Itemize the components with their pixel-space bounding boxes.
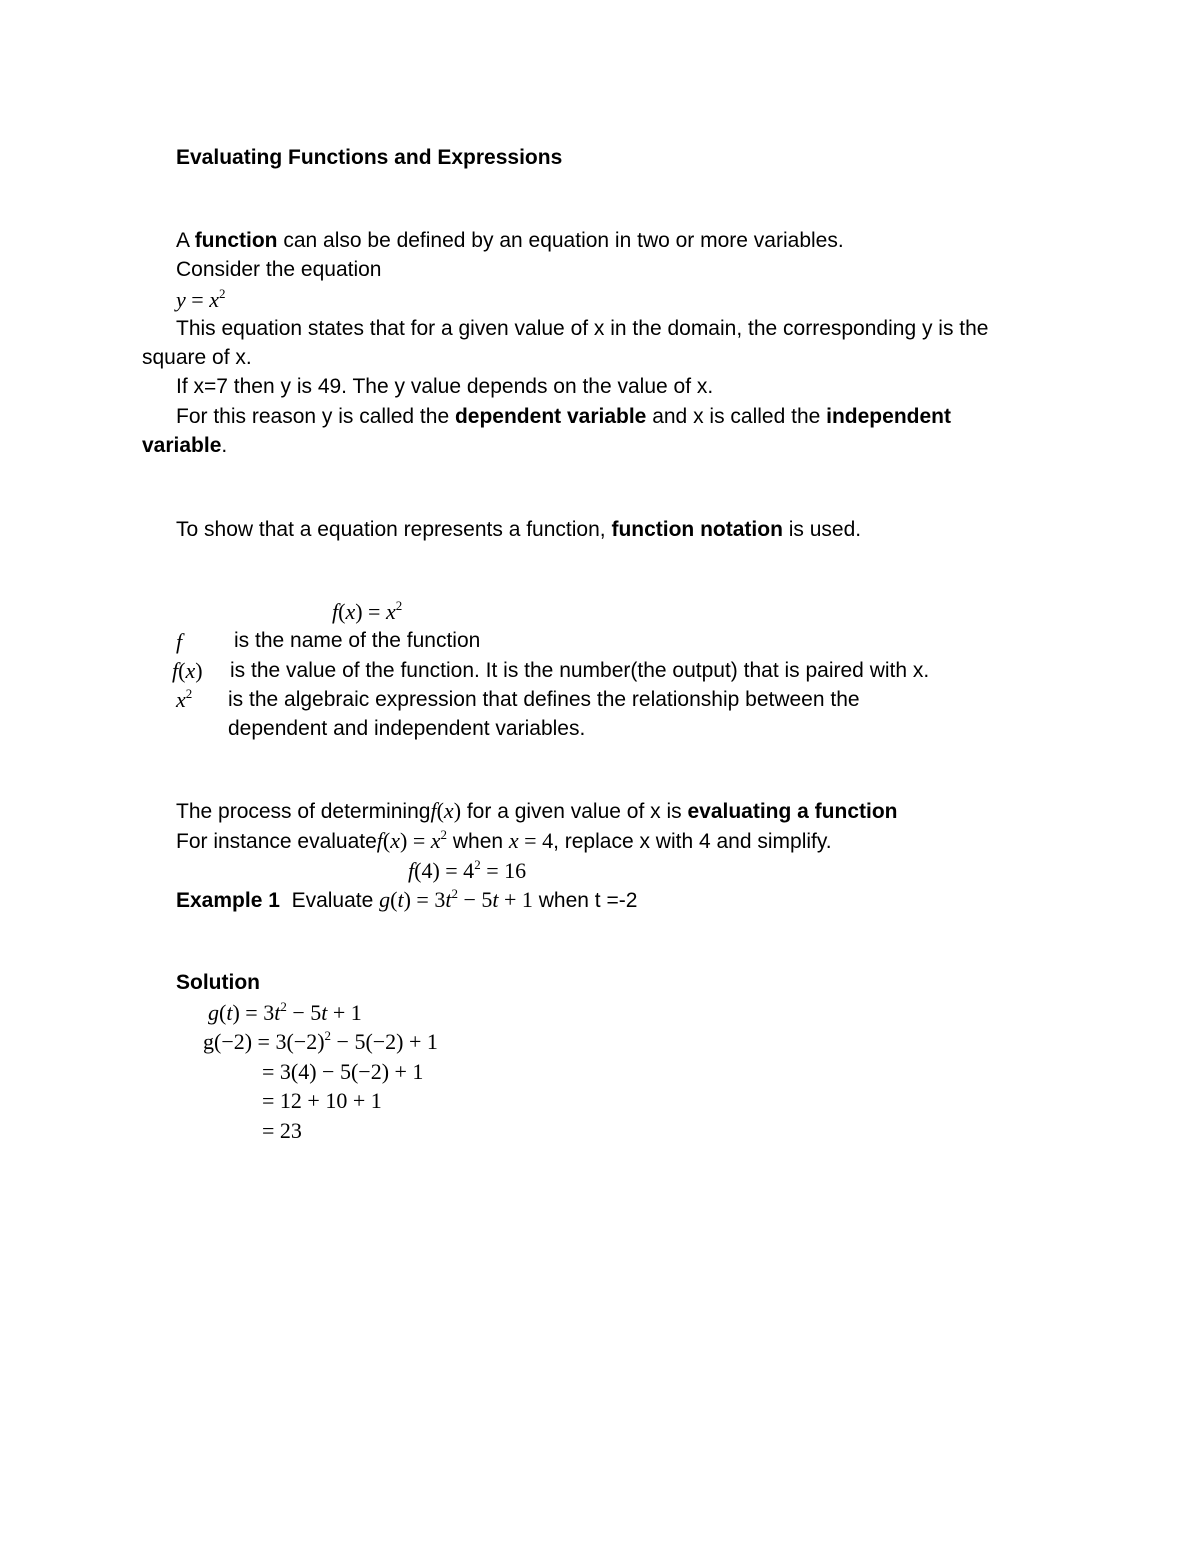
inline-math: $f(x) = x^2$ bbox=[376, 827, 448, 853]
notation-row-3-text-line-2: dependent and independent variables. bbox=[228, 717, 586, 740]
math-text: + 1 bbox=[498, 887, 533, 912]
math-exponent: 2 bbox=[185, 686, 193, 701]
math-var: f bbox=[172, 658, 179, 683]
math-var: x bbox=[345, 599, 356, 624]
intro-paragraph-5-line-1 bbox=[176, 402, 951, 432]
text: when bbox=[447, 830, 509, 853]
math-var: y bbox=[176, 287, 186, 312]
math-var: f bbox=[376, 828, 383, 853]
text: A bbox=[176, 229, 195, 252]
text: . bbox=[221, 434, 228, 457]
math-var: f bbox=[430, 798, 437, 823]
math-exponent: 2 bbox=[324, 1028, 332, 1043]
notation-row-2-text: is the value of the function. It is the number(the output) that is paired with x. bbox=[230, 659, 930, 682]
math-var: t bbox=[445, 887, 452, 912]
math-var: g bbox=[208, 1000, 219, 1025]
text: and x is called the bbox=[646, 405, 827, 428]
bold-term: variable bbox=[142, 434, 222, 457]
text: can also be defined by an equation in two or more variables. bbox=[277, 229, 844, 252]
math-exponent: 2 bbox=[440, 827, 448, 842]
math-text: + 1 bbox=[327, 1000, 362, 1025]
solution-line-3: = 3(4) − 5(−2) + 1 bbox=[262, 1059, 424, 1084]
result-f-of-4 bbox=[408, 856, 526, 886]
text: when t =-2 bbox=[532, 889, 638, 912]
example-1 bbox=[176, 885, 637, 916]
page-title: Evaluating Functions and Expressions bbox=[176, 146, 563, 169]
bold-term: function notation bbox=[611, 518, 783, 541]
math-var: f bbox=[332, 599, 339, 624]
notation-row-1-symbol bbox=[176, 627, 182, 657]
math-var: x bbox=[385, 599, 396, 624]
solution-line-1: $g(t) = 3t^2 - 5t + 1$ bbox=[208, 999, 362, 1025]
notation-paragraph bbox=[176, 515, 861, 545]
text: is used. bbox=[782, 518, 862, 541]
math-op: = bbox=[185, 287, 210, 312]
math-text: = 4 bbox=[518, 828, 554, 853]
math-text: (4) = 4 bbox=[414, 858, 475, 883]
math-exponent: 2 bbox=[474, 857, 481, 872]
math-var: t bbox=[492, 887, 499, 912]
math-text: − 5 bbox=[286, 1000, 322, 1025]
notation-row-1-text: is the name of the function bbox=[234, 629, 481, 652]
math-var: t bbox=[226, 1000, 233, 1025]
math-var: x bbox=[176, 687, 186, 712]
text: Evaluate bbox=[279, 889, 380, 912]
text: For this reason y is called the bbox=[176, 405, 455, 428]
text: , replace x with 4 and simplify. bbox=[553, 830, 832, 853]
solution-heading: Solution bbox=[176, 971, 260, 994]
text: For instance evaluate bbox=[176, 830, 377, 853]
instance-paragraph bbox=[176, 826, 832, 857]
math-var: x bbox=[430, 828, 441, 853]
bold-term: function bbox=[194, 229, 278, 252]
bold-term: independent bbox=[826, 405, 951, 428]
formula-f-of-x: $f(x) = x^2$ bbox=[332, 598, 403, 624]
example-label: Example 1 bbox=[176, 889, 280, 912]
math-exponent: 2 bbox=[395, 598, 403, 613]
intro-paragraph-5-line-2 bbox=[142, 431, 227, 461]
math-var: f bbox=[176, 629, 183, 654]
math-var: t bbox=[274, 1000, 281, 1025]
notation-row-2-symbol: f(x) bbox=[172, 658, 203, 683]
equation-y-equals-x-squared bbox=[176, 285, 225, 315]
math-var: t bbox=[397, 887, 404, 912]
math-exponent: 2 bbox=[280, 999, 287, 1014]
math-text: − 5(−2) + 1 bbox=[331, 1029, 438, 1054]
inline-math: f(x) bbox=[430, 798, 462, 823]
intro-paragraph-2: Consider the equation bbox=[176, 258, 382, 281]
intro-paragraph-3-line-2: square of x. bbox=[142, 346, 252, 369]
solution-line-5: = 23 bbox=[262, 1118, 302, 1143]
intro-paragraph-1 bbox=[176, 226, 844, 256]
math-text: = 16 bbox=[480, 858, 527, 883]
math-exponent: 2 bbox=[451, 886, 458, 901]
intro-paragraph-4: If x=7 then y is 49. The y value depends on the value of x. bbox=[176, 375, 714, 398]
bold-term: dependent variable bbox=[454, 405, 647, 428]
math-var: x bbox=[185, 658, 196, 683]
math-text: − 5 bbox=[457, 887, 493, 912]
math-var: x bbox=[443, 798, 454, 823]
bold-term: evaluating a function bbox=[687, 800, 898, 823]
solution-line-4: = 12 + 10 + 1 bbox=[262, 1088, 382, 1113]
text: The process of determining bbox=[176, 800, 431, 823]
inline-math: $g(t) = 3t^2 - 5t + 1$ bbox=[379, 886, 533, 912]
math-var: x bbox=[209, 287, 219, 312]
notation-row-3-symbol bbox=[176, 685, 192, 715]
solution-line-2 bbox=[203, 1027, 438, 1057]
math-var: g bbox=[379, 887, 391, 912]
math-var: x bbox=[390, 828, 401, 853]
evaluating-paragraph bbox=[176, 796, 898, 827]
text: To show that a equation represents a function, bbox=[176, 518, 612, 541]
intro-paragraph-3-line-1: This equation states that for a given value of x in the domain, the corresponding y is the bbox=[176, 317, 989, 340]
math-var: t bbox=[321, 1000, 328, 1025]
math-exponent: 2 bbox=[218, 286, 226, 301]
math-text: 3 bbox=[434, 887, 446, 912]
notation-row-3-text-line-1: is the algebraic expression that defines the relationship between the bbox=[228, 688, 860, 711]
text: for a given value of x is bbox=[461, 800, 688, 823]
inline-math bbox=[509, 828, 553, 853]
math-var: f bbox=[408, 858, 415, 883]
math-text: 3 bbox=[263, 1000, 275, 1025]
math-text: g(−2) = 3(−2) bbox=[203, 1029, 325, 1054]
math-var: x bbox=[508, 828, 519, 853]
